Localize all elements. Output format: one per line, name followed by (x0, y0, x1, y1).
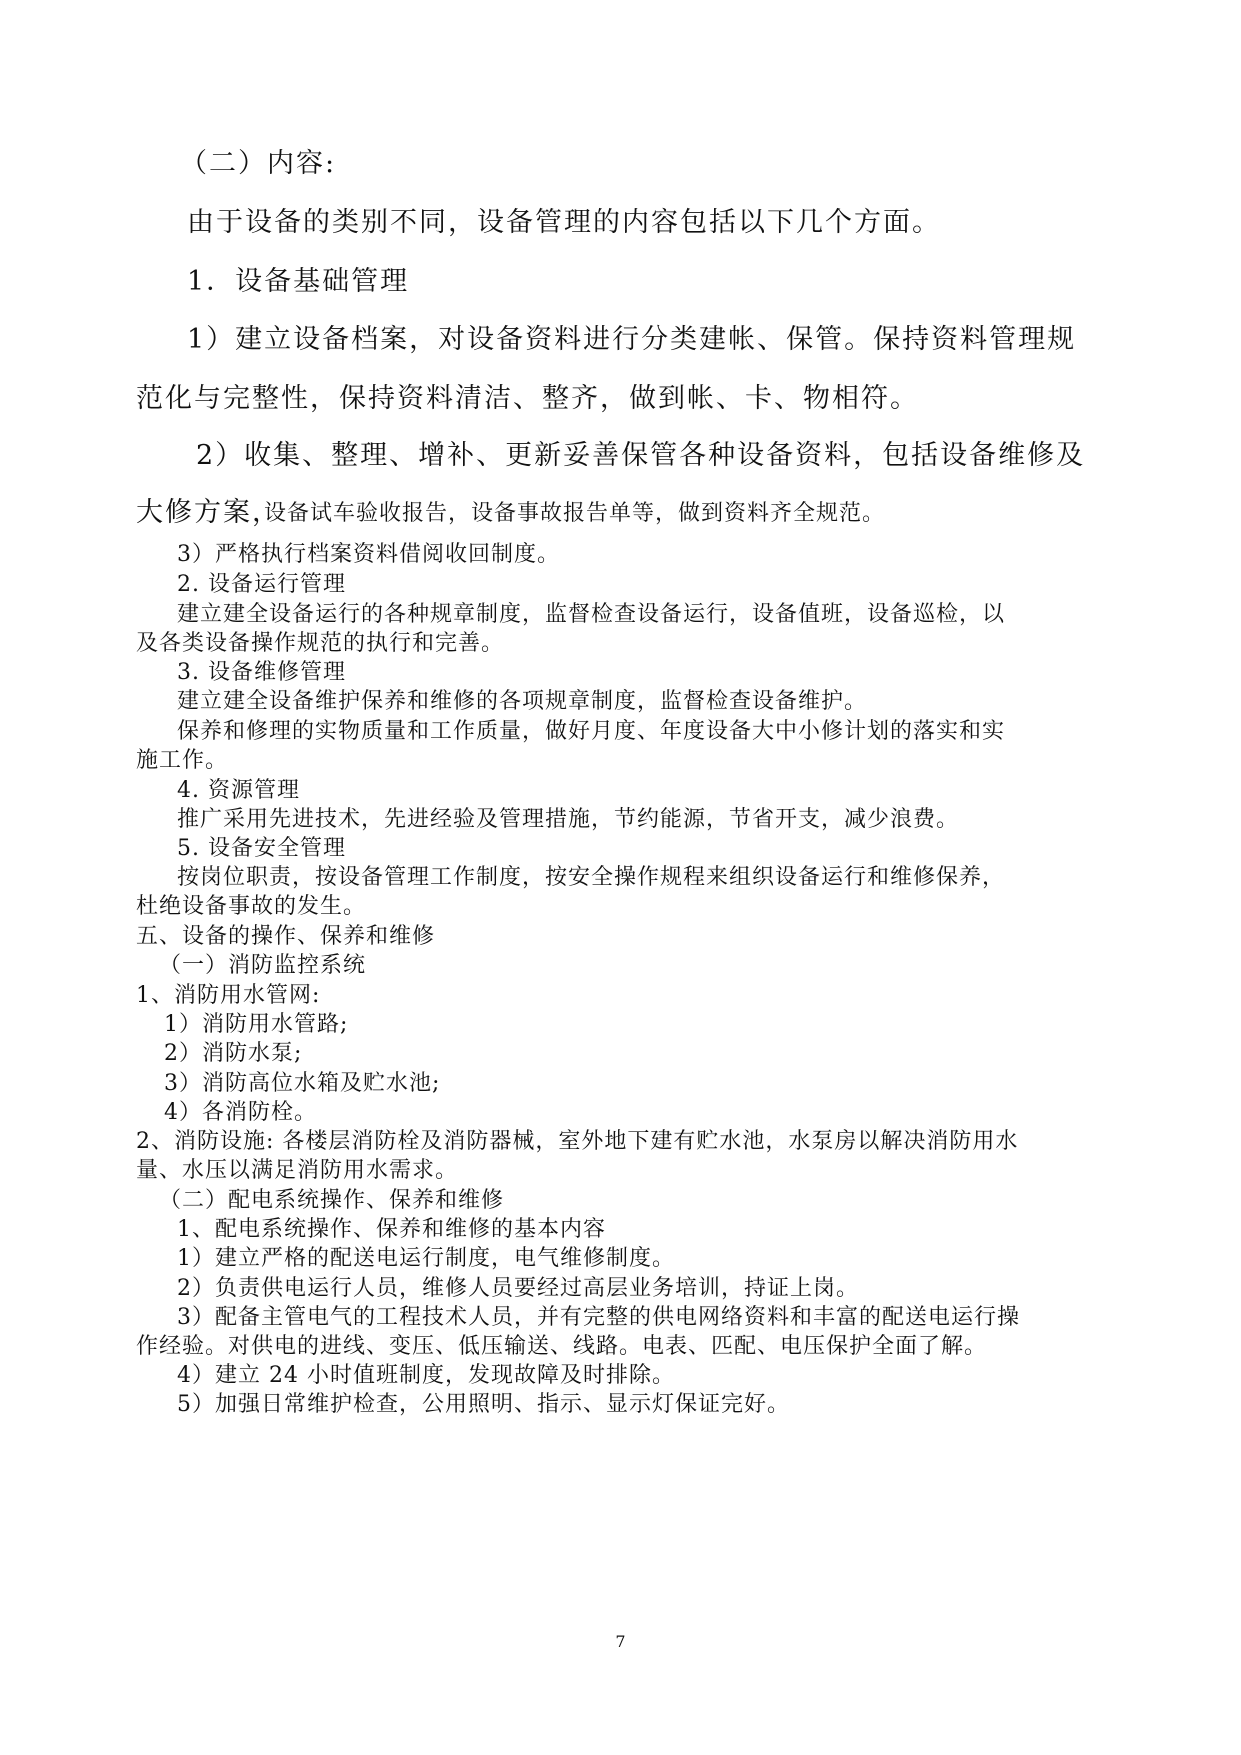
list-item: 1）消防用水管路; (164, 1012, 349, 1037)
subsection-fire-monitoring: （一）消防监控系统 (159, 953, 367, 978)
paragraph-line: 按岗位职责，按设备管理工作制度，按安全操作规程来组织设备运行和维修保养， (177, 865, 1006, 890)
list-item: 3）消防高位水箱及贮水池; (164, 1071, 441, 1096)
paragraph-line: 大修方案， (136, 497, 281, 528)
paragraph-intro: 由于设备的类别不同，设备管理的内容包括以下几个方面。 (187, 207, 941, 238)
list-heading: 1、配电系统操作、保养和维修的基本内容 (177, 1217, 606, 1242)
paragraph-line: 范化与完整性，保持资料清洁、整齐，做到帐、卡、物相符。 (136, 383, 919, 414)
list-item: 4）各消防栓。 (164, 1100, 317, 1125)
section-heading-equipment-operation: 五、设备的操作、保养和维修 (136, 924, 436, 949)
list-item: 4）建立 24 小时值班制度，发现故障及时排除。 (177, 1363, 675, 1388)
list-item: 3）配备主管电气的工程技术人员，并有完整的供电网络资料和丰富的配送电运行操 (177, 1305, 1020, 1330)
section-heading-content: （二）内容: (180, 148, 337, 179)
subsection-power-distribution: （二）配电系统操作、保养和维修 (159, 1188, 505, 1213)
paragraph-line: 推广采用先进技术，先进经验及管理措施，节约能源，节省开支，减少浪费。 (177, 807, 960, 832)
subheading-safety-management: 5. 设备安全管理 (177, 836, 346, 861)
list-item: 5）加强日常维护检查，公用照明、指示、显示灯保证完好。 (177, 1392, 790, 1417)
paragraph-line: 建立建全设备维护保养和维修的各项规章制度，监督检查设备维护。 (177, 689, 868, 714)
paragraph-line: 施工作。 (136, 748, 229, 773)
paragraph-line: 保养和修理的实物质量和工作质量，做好月度、年度设备大中小修计划的落实和实 (177, 719, 1006, 744)
list-item: 3）严格执行档案资料借阅收回制度。 (177, 542, 560, 567)
subheading-equipment-basic-management: 1．设备基础管理 (187, 266, 410, 297)
paragraph-line: 及各类设备操作规范的执行和完善。 (136, 631, 505, 656)
paragraph-line: 杜绝设备事故的发生。 (136, 894, 367, 919)
page-number: 7 (615, 1632, 626, 1651)
subheading-maintenance-management: 3. 设备维修管理 (177, 660, 346, 685)
list-item: 2）负责供电运行人员，维修人员要经过高层业务培训，持证上岗。 (177, 1276, 859, 1301)
list-item: 1）建立严格的配送电运行制度，电气维修制度。 (177, 1246, 675, 1271)
list-item: 2）消防水泵; (164, 1041, 303, 1066)
paragraph-line: 2）收集、整理、增补、更新妥善保管各种设备资料，包括设备维修及 (196, 440, 1086, 471)
paragraph-line: 2、消防设施: 各楼层消防栓及消防器械，室外地下建有贮水池，水泵房以解决消防用水 (136, 1129, 1019, 1154)
paragraph-line: 设备试车验收报告，设备事故报告单等，做到资料齐全规范。 (264, 501, 886, 526)
paragraph-line: 建立建全设备运行的各种规章制度，监督检查设备运行，设备值班，设备巡检，以 (177, 602, 1006, 627)
subheading-resource-management: 4. 资源管理 (177, 778, 300, 803)
list-heading: 1、消防用水管网: (136, 983, 321, 1008)
paragraph-line: 1）建立设备档案，对设备资料进行分类建帐、保管。保持资料管理规 (187, 324, 1077, 355)
subheading-operation-management: 2. 设备运行管理 (177, 572, 346, 597)
paragraph-line: 量、水压以满足消防用水需求。 (136, 1158, 459, 1183)
paragraph-line: 作经验。对供电的进线、变压、低压输送、线路。电表、匹配、电压保护全面了解。 (136, 1334, 988, 1359)
